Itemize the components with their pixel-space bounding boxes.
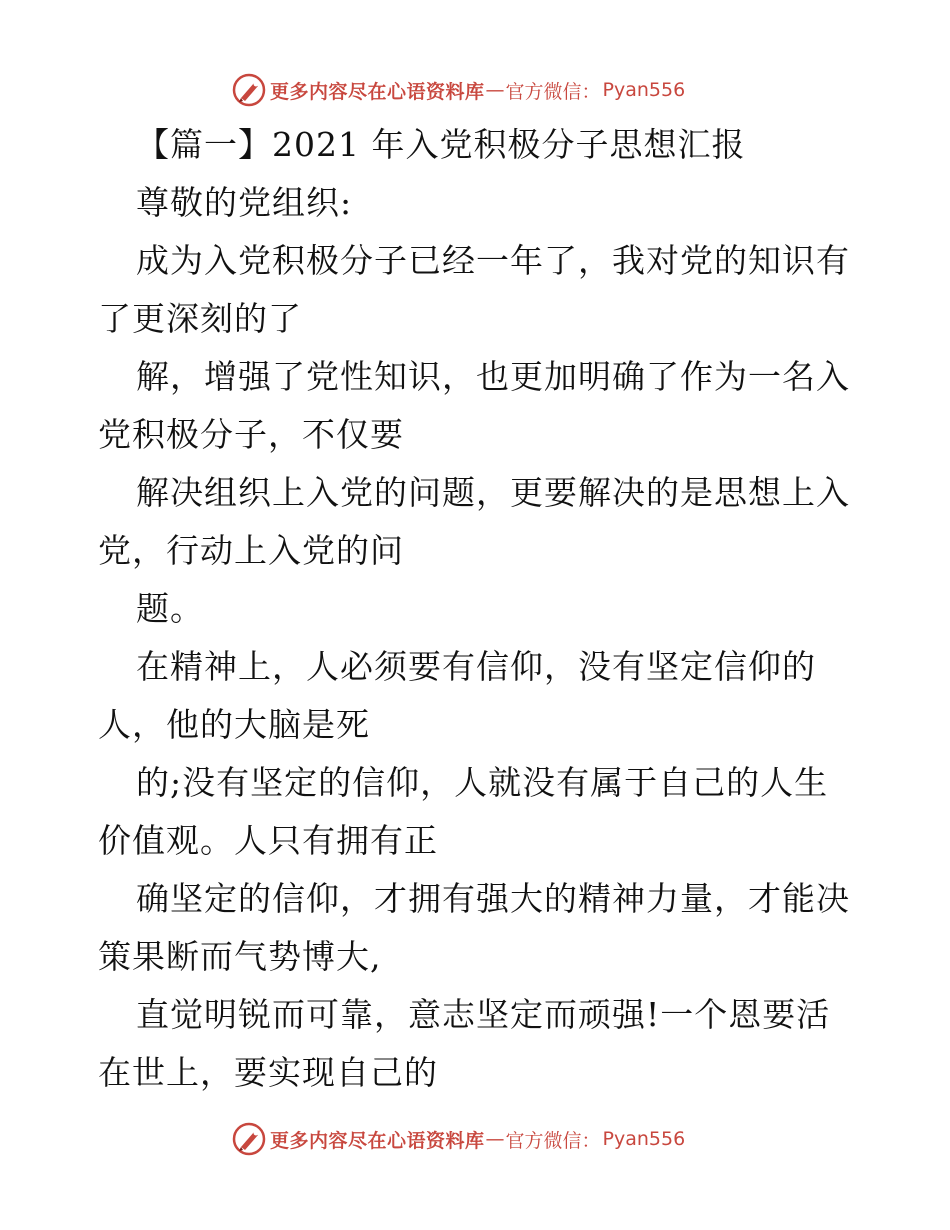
- text-line: 策果断而气势博大,: [98, 937, 382, 976]
- watermark-text: 更多内容尽在心语资料库: [270, 1129, 485, 1152]
- text-line: 确坚定的信仰，才拥有强大的精神力量，才能决: [136, 879, 850, 918]
- document-title: 【篇一】2021 年入党积极分子思想汇报: [136, 125, 746, 164]
- text-line: 直觉明锐而可靠，意志坚定而顽强!一个恩要活: [136, 995, 831, 1034]
- header-watermark: [232, 72, 685, 108]
- text-line: 党，行动上入党的问: [98, 531, 404, 570]
- text-line: 解决组织上入党的问题，更要解决的是思想上入: [136, 473, 850, 512]
- pen-logo-icon: [232, 73, 266, 107]
- text-line: 党积极分子，不仅要: [98, 415, 404, 454]
- text-line: 在精神上，人必须要有信仰，没有坚定信仰的: [136, 647, 816, 686]
- text-line: 价值观。人只有拥有正: [98, 821, 438, 860]
- watermark-label: 官方微信：: [505, 80, 601, 103]
- watermark-text: 更多内容尽在心语资料库: [270, 80, 485, 103]
- watermark-separator: —: [485, 1128, 505, 1150]
- watermark-label: 官方微信：: [505, 1129, 601, 1152]
- text-line: 了更深刻的了: [98, 299, 302, 338]
- text-line: 尊敬的党组织:: [136, 183, 353, 222]
- pen-logo-icon: [232, 1122, 266, 1156]
- text-line: 成为入党积极分子已经一年了，我对党的知识有: [136, 241, 850, 280]
- watermark-wechat-id: Pyan556: [602, 1128, 686, 1150]
- footer-watermark: [232, 1121, 685, 1157]
- text-line: 解，增强了党性知识，也更加明确了作为一名入: [136, 357, 850, 396]
- text-line: 的;没有坚定的信仰，人就没有属于自己的人生: [136, 763, 829, 802]
- document-body: [98, 116, 868, 1102]
- text-line: 题。: [136, 589, 204, 628]
- text-line: 人，他的大脑是死: [98, 705, 370, 744]
- text-line: 在世上，要实现自己的: [98, 1053, 438, 1092]
- watermark-separator: —: [485, 79, 505, 101]
- watermark-wechat-id: Pyan556: [602, 79, 686, 101]
